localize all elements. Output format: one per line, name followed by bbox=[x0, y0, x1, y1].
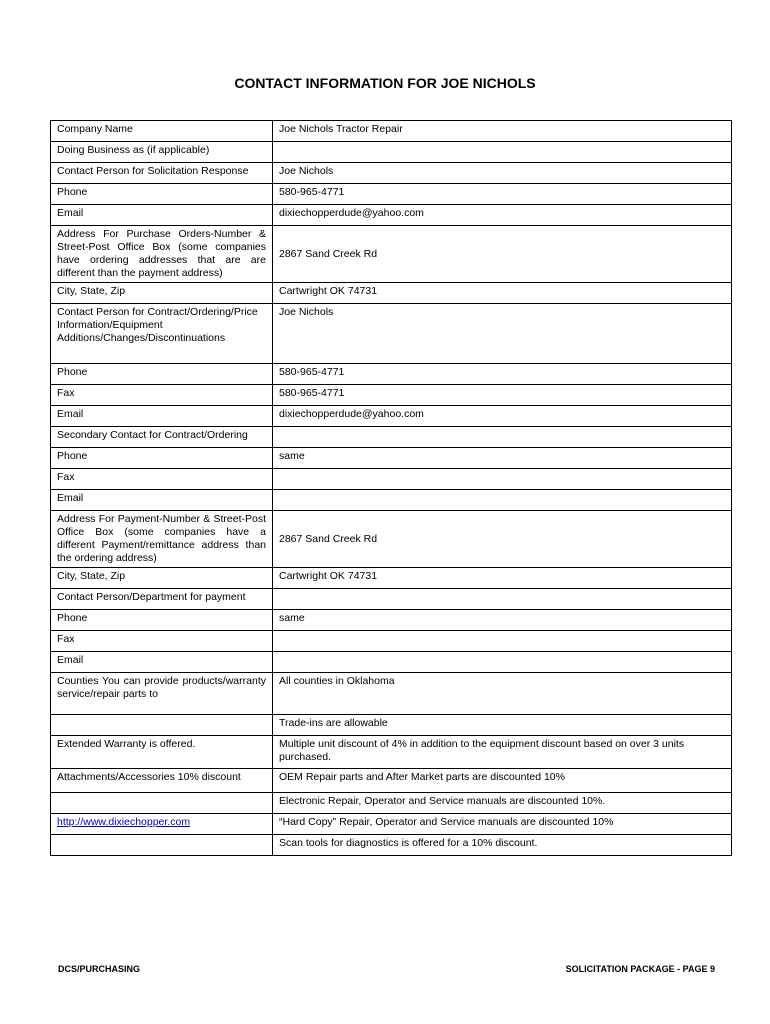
row-label: Attachments/Accessories 10% discount bbox=[51, 769, 273, 793]
row-label: Contact Person for Solicitation Response bbox=[51, 163, 273, 184]
table-row bbox=[51, 814, 732, 835]
row-label: City, State, Zip bbox=[51, 568, 273, 589]
row-value: 2867 Sand Creek Rd bbox=[273, 226, 732, 283]
row-value bbox=[273, 589, 732, 610]
row-label: Address For Purchase Orders-Number & Street-Post Office Box (some companies have ordering addresses that are are different than the payment address) bbox=[51, 226, 273, 283]
table-row bbox=[51, 490, 732, 511]
row-label: Address For Payment-Number & Street-Post Office Box (some companies have a different Payment/remittance address than the ordering address) bbox=[51, 511, 273, 568]
row-value: Cartwright OK 74731 bbox=[273, 283, 732, 304]
table-row bbox=[51, 283, 732, 304]
row-value: Joe Nichols bbox=[273, 163, 732, 184]
table-row bbox=[51, 511, 732, 568]
row-label: Fax bbox=[51, 385, 273, 406]
table-row bbox=[51, 163, 732, 184]
row-label: Contact Person/Department for payment bbox=[51, 589, 273, 610]
row-value bbox=[273, 652, 732, 673]
row-value bbox=[273, 469, 732, 490]
row-value: 2867 Sand Creek Rd bbox=[273, 511, 732, 568]
row-value: OEM Repair parts and After Market parts are discounted 10% bbox=[273, 769, 732, 793]
row-value: Cartwright OK 74731 bbox=[273, 568, 732, 589]
row-label: Contact Person for Contract/Ordering/Price Information/Equipment Additions/Changes/Discontinuations bbox=[51, 304, 273, 364]
row-label: Email bbox=[51, 205, 273, 226]
table-row bbox=[51, 406, 732, 427]
table-row bbox=[51, 184, 732, 205]
row-label: Fax bbox=[51, 631, 273, 652]
row-value: same bbox=[273, 610, 732, 631]
row-label: Doing Business as (if applicable) bbox=[51, 142, 273, 163]
row-value: “Hard Copy” Repair, Operator and Service manuals are discounted 10% bbox=[273, 814, 732, 835]
table-row bbox=[51, 205, 732, 226]
table-row bbox=[51, 304, 732, 364]
row-label: Secondary Contact for Contract/Ordering bbox=[51, 427, 273, 448]
row-value: Electronic Repair, Operator and Service manuals are discounted 10%. bbox=[273, 793, 732, 814]
table-row bbox=[51, 364, 732, 385]
row-label: City, State, Zip bbox=[51, 283, 273, 304]
row-label: Extended Warranty is offered. bbox=[51, 736, 273, 769]
row-value: Joe Nichols bbox=[273, 304, 732, 364]
row-label: Phone bbox=[51, 184, 273, 205]
footer-department: DCS/PURCHASING bbox=[58, 964, 141, 974]
row-value bbox=[273, 631, 732, 652]
table-row bbox=[51, 715, 732, 736]
table-row bbox=[51, 631, 732, 652]
table-row bbox=[51, 610, 732, 631]
row-value: 580-965-4771 bbox=[273, 364, 732, 385]
table-row bbox=[51, 769, 732, 793]
contact-info-table bbox=[50, 120, 732, 856]
row-label: Email bbox=[51, 490, 273, 511]
row-label: Email bbox=[51, 406, 273, 427]
row-value: 580-965-4771 bbox=[273, 385, 732, 406]
row-value: dixiechopperdude@yahoo.com bbox=[273, 406, 732, 427]
row-label: Counties You can provide products/warranty service/repair parts to bbox=[51, 673, 273, 715]
table-row bbox=[51, 469, 732, 490]
row-label: Phone bbox=[51, 448, 273, 469]
row-value: Scan tools for diagnostics is offered for a 10% discount. bbox=[273, 835, 732, 856]
table-row bbox=[51, 736, 732, 769]
row-value bbox=[273, 490, 732, 511]
dixiechopper-website-link[interactable]: http://www.dixiechopper.com bbox=[57, 816, 191, 828]
row-label bbox=[51, 715, 273, 736]
table-row bbox=[51, 652, 732, 673]
row-value: Joe Nichols Tractor Repair bbox=[273, 121, 732, 142]
row-label: Phone bbox=[51, 610, 273, 631]
row-value: Trade-ins are allowable bbox=[273, 715, 732, 736]
page-title: CONTACT INFORMATION FOR JOE NICHOLS bbox=[234, 75, 536, 91]
row-value: 580-965-4771 bbox=[273, 184, 732, 205]
table-row bbox=[51, 226, 732, 283]
table-row bbox=[51, 793, 732, 814]
table-row bbox=[51, 568, 732, 589]
table-row bbox=[51, 385, 732, 406]
row-label: Phone bbox=[51, 364, 273, 385]
table-row bbox=[51, 835, 732, 856]
table-row bbox=[51, 589, 732, 610]
table-row bbox=[51, 673, 732, 715]
row-label: Company Name bbox=[51, 121, 273, 142]
row-value: same bbox=[273, 448, 732, 469]
table-row bbox=[51, 448, 732, 469]
row-label bbox=[51, 835, 273, 856]
table-row bbox=[51, 121, 732, 142]
row-label bbox=[51, 814, 273, 835]
row-value: dixiechopperdude@yahoo.com bbox=[273, 205, 732, 226]
row-value bbox=[273, 142, 732, 163]
row-label bbox=[51, 793, 273, 814]
row-label: Email bbox=[51, 652, 273, 673]
row-value: All counties in Oklahoma bbox=[273, 673, 732, 715]
row-label: Fax bbox=[51, 469, 273, 490]
footer-page-label: SOLICITATION PACKAGE - PAGE 9 bbox=[565, 964, 715, 974]
row-value: Multiple unit discount of 4% in addition to the equipment discount based on over 3 units purchased. bbox=[273, 736, 732, 769]
table-row bbox=[51, 142, 732, 163]
table-row bbox=[51, 427, 732, 448]
row-value bbox=[273, 427, 732, 448]
